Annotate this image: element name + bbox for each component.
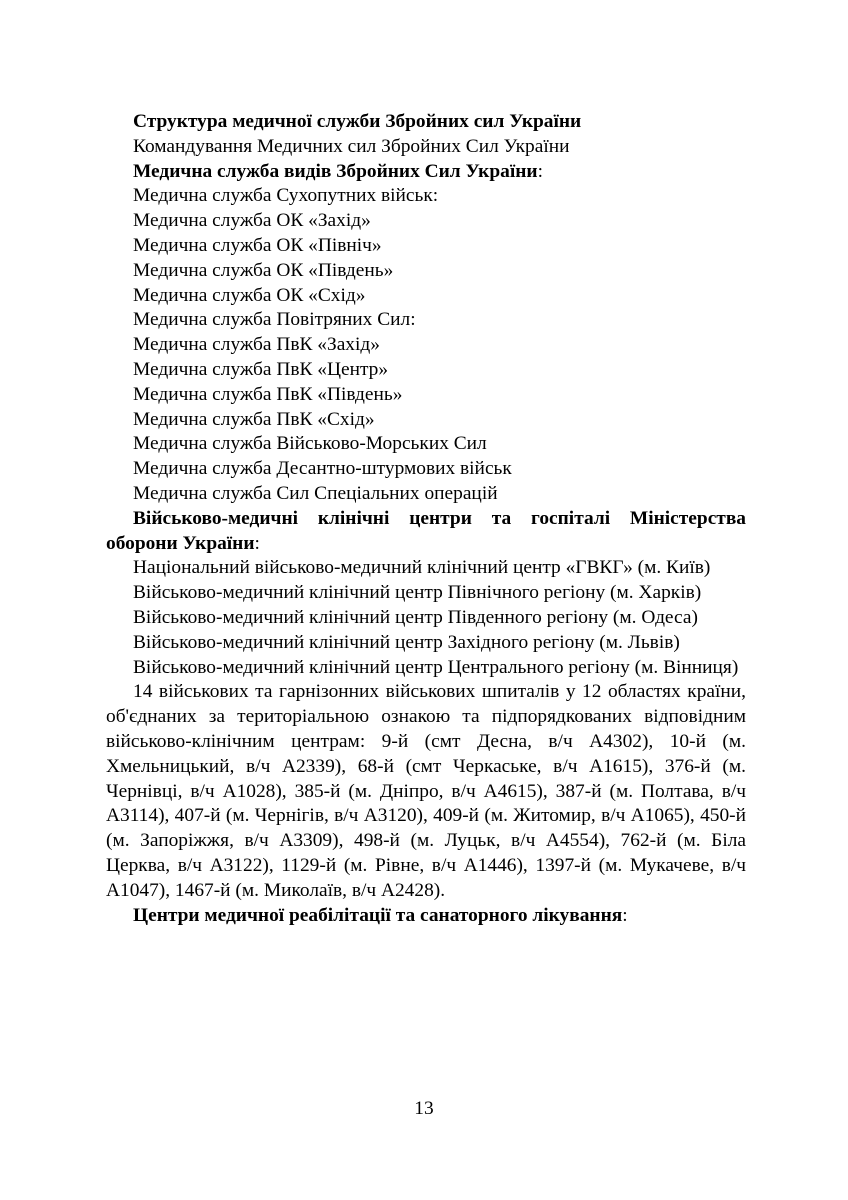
branches-heading-colon: : (537, 160, 543, 182)
list-item: Медична служба ОК «Схід» (133, 284, 366, 306)
branches-heading: Медична служба видів Збройних Сил України (133, 160, 538, 182)
list-item: Медична служба Військово-Морських Сил (133, 433, 487, 455)
list-item: Військово-медичний клінічний центр Північного регіону (м. Харків) (133, 582, 702, 604)
document-heading: Структура медичної служби Збройних сил України (133, 111, 582, 132)
branches-list (106, 184, 746, 506)
list-item: Медична служба ПвК «Південь» (133, 383, 403, 405)
list-item: Військово-медичний клінічний центр Центрального регіону (м. Вінниця) (133, 656, 739, 678)
list-item: Медична служба ПвК «Центр» (133, 358, 389, 380)
list-item: Медична служба Десантно-штурмових військ (133, 458, 512, 480)
list-item: Національний військово-медичний клінічний центр «ГВКГ» (м. Київ) (133, 557, 711, 579)
list-item: Медична служба ОК «Північ» (133, 234, 382, 256)
rehab-heading: Центри медичної реабілітації та санаторного лікування (133, 904, 623, 926)
list-item: Військово-медичний клінічний центр Західного регіону (м. Львів) (133, 631, 680, 653)
list-item: Медична служба ПвК «Схід» (133, 408, 375, 430)
document-body (106, 110, 746, 928)
clinical-heading: Військово-медичні клінічні центри та госпіталі Міністерства оборони України (106, 507, 746, 554)
rehab-heading-colon: : (622, 904, 628, 926)
clinical-heading-paragraph (106, 507, 746, 557)
list-item: Медична служба ОК «Захід» (133, 210, 371, 232)
list-item: Медична служба Сухопутних військ: (133, 185, 439, 207)
branches-heading-line (106, 160, 746, 185)
medical-forces-command: Командування Медичних сил Збройних Сил України (133, 135, 570, 157)
clinical-centers-list (106, 556, 746, 680)
list-item: Медична служба Сил Спеціальних операцій (133, 482, 498, 504)
list-item: Медична служба ПвК «Захід» (133, 334, 380, 356)
rehab-heading-paragraph (106, 904, 746, 929)
list-item: Медична служба Повітряних Сил: (133, 309, 416, 331)
clinical-heading-colon: : (254, 532, 260, 554)
page-number: 13 (414, 1098, 434, 1119)
list-item: Військово-медичний клінічний центр Південного регіону (м. Одеса) (133, 606, 698, 628)
hospitals-paragraph: 14 військових та гарнізонних військових шпиталів у 12 областях країни, об'єднаних за територіальною ознакою та підпорядкованих відповідним військово-клінічним центрам: 9-й (смт Десна, в/ч А4302), 10-й (м. Хмельницький, в/ч А2339), 68-й (смт Черкаське, в/ч А1615), 376-й (м. Чернівці, в/ч А1028), 385-й (м. Дніпро, в/ч А4615), 387-й (м. Полтава, в/ч А3114), 407-й (м. Чернігів, в/ч А3120), 409-й (м. Житомир, в/ч А1065), 450-й (м. Запоріжжя, в/ч А3309), 498-й (м. Луцьк, в/ч А4554), 762-й (м. Біла Церква, в/ч А3122), 1129-й (м. Рівне, в/ч А1446), 1397-й (м. Мукачеве, в/ч А1047), 1467-й (м. Миколаїв, в/ч А2428). (106, 681, 746, 901)
list-item: Медична служба ОК «Південь» (133, 259, 394, 281)
